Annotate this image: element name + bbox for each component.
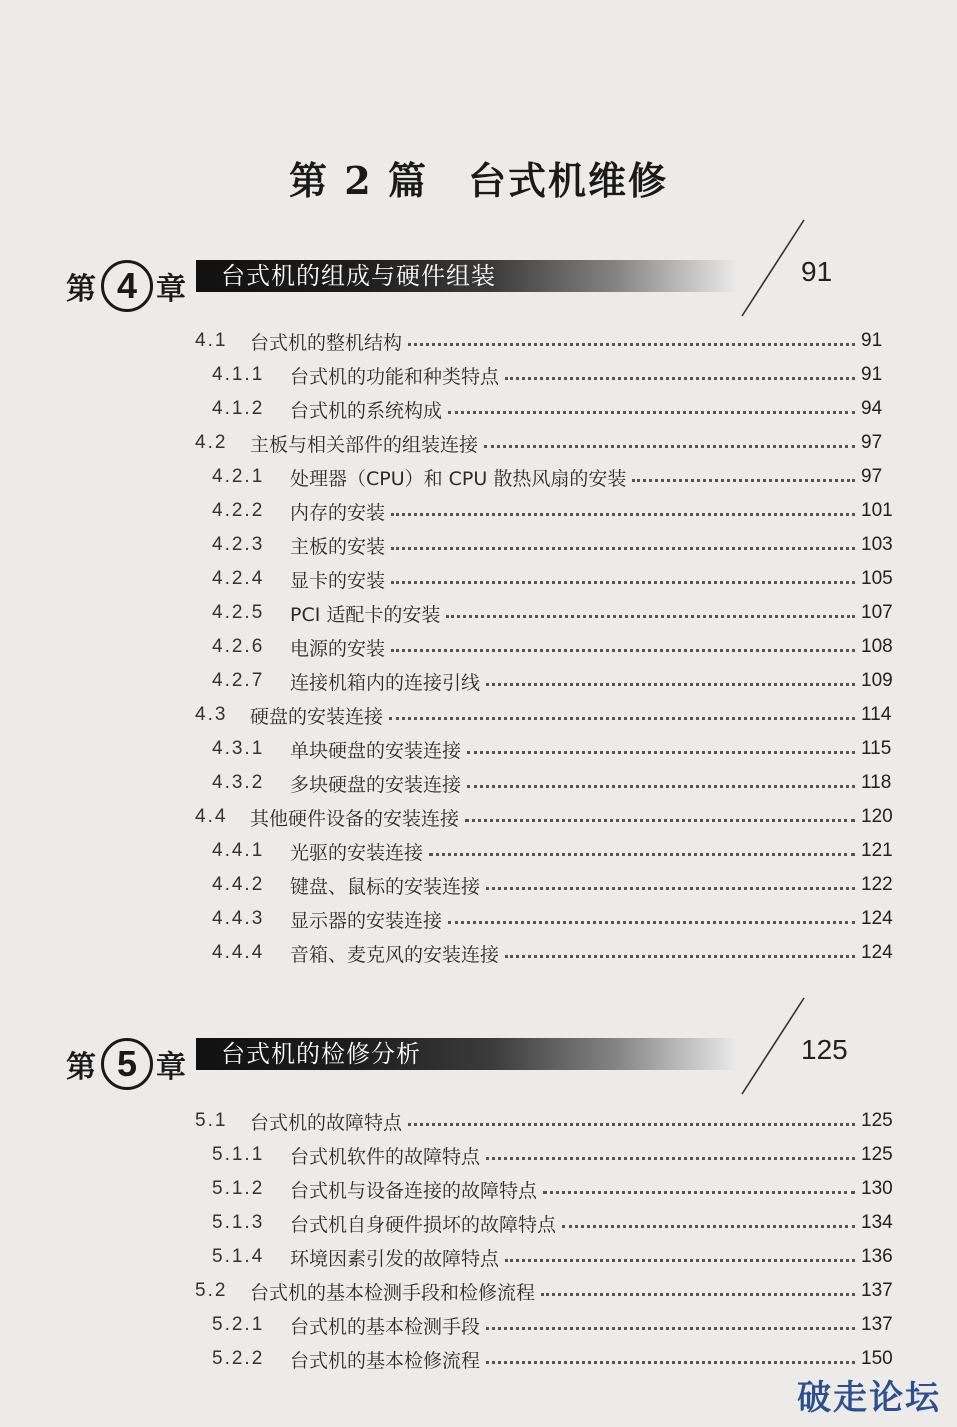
toc-leader-dots: [446, 614, 855, 618]
toc-entry-page: 101: [861, 500, 893, 521]
toc-entry-page: 137: [861, 1314, 893, 1335]
toc-leader-dots: [391, 580, 855, 584]
toc-entry-title: 台式机与设备连接的故障特点: [290, 1179, 538, 1202]
part-title: 第 2 篇 台式机维修: [289, 158, 668, 203]
toc-leader-dots: [391, 648, 855, 652]
toc-entry-title: 单块硬盘的安装连接: [290, 739, 462, 762]
toc-entry[interactable]: [0, 1172, 957, 1206]
toc-entry[interactable]: [0, 868, 957, 902]
toc-leader-dots: [391, 546, 855, 550]
toc-entry-title: 台式机软件的故障特点: [290, 1145, 481, 1168]
toc-leader-dots: [408, 1122, 855, 1126]
toc-entry[interactable]: [0, 562, 957, 596]
toc-entry-number: 4.2.5: [212, 602, 265, 623]
toc-leader-dots: [467, 750, 855, 754]
toc-entry-number: 5.1.4: [212, 1246, 265, 1267]
toc-leader-dots: [391, 512, 855, 516]
toc-entry-number: 4.3.1: [212, 738, 265, 759]
toc-entry-number: 4.2.4: [212, 568, 265, 589]
toc-leader-dots: [389, 716, 855, 720]
toc-entry-page: 118: [861, 772, 892, 793]
chapter-4-header: [66, 256, 926, 320]
toc-entry-title: 台式机的基本检测手段: [290, 1315, 481, 1338]
toc-entry[interactable]: [0, 392, 957, 426]
toc-entry-page: 125: [861, 1110, 893, 1131]
toc-entry-number: 5.2.2: [212, 1348, 265, 1369]
toc-entry-page: 107: [861, 602, 893, 623]
toc-entry-number: 5.1: [195, 1110, 228, 1131]
toc-entry[interactable]: [0, 358, 957, 392]
toc-entry-number: 5.2.1: [212, 1314, 265, 1335]
toc-entry-number: 4.2: [195, 432, 228, 453]
chapter-page: 125: [801, 1034, 848, 1065]
chapter-prefix: 第: [66, 1050, 96, 1085]
toc-entry-title: 多块硬盘的安装连接: [290, 773, 462, 796]
toc-entry-page: 130: [861, 1178, 893, 1199]
toc-entry-title: 台式机自身硬件损坏的故障特点: [290, 1213, 557, 1236]
chapter-prefix: 第: [66, 272, 96, 307]
toc-leader-dots: [505, 954, 855, 958]
toc-entry-number: 4.2.2: [212, 500, 265, 521]
toc-leader-dots: [486, 886, 855, 890]
toc-leader-dots: [486, 682, 855, 686]
chapter-suffix: 章: [156, 272, 186, 307]
toc-entry-number: 4.3.2: [212, 772, 265, 793]
toc-entry[interactable]: [0, 902, 957, 936]
toc-entry-number: 4.2.1: [212, 466, 265, 487]
toc-entry-page: 137: [861, 1280, 893, 1301]
toc-entry-title: 键盘、鼠标的安装连接: [290, 875, 481, 898]
divider-slash-icon: [738, 218, 808, 318]
toc-entry-number: 4.1.1: [212, 364, 265, 385]
toc-entry-page: 94: [861, 398, 883, 419]
toc-entry-page: 91: [861, 364, 883, 385]
toc-entry[interactable]: [0, 1206, 957, 1240]
toc-entry-number: 4.2.3: [212, 534, 265, 555]
toc-entry[interactable]: [0, 528, 957, 562]
toc-entry-page: 125: [861, 1144, 893, 1165]
toc-entry-title: 台式机的故障特点: [250, 1111, 403, 1134]
toc-entry-page: 115: [861, 738, 892, 759]
toc-entry[interactable]: [0, 936, 957, 970]
chapter-title: 台式机的检修分析: [221, 1040, 421, 1068]
toc-entry-title: 音箱、麦克风的安装连接: [290, 943, 500, 966]
toc-leader-dots: [543, 1190, 855, 1194]
toc-entry-title: 连接机箱内的连接引线: [290, 671, 481, 694]
chapter-number-badge: 5: [101, 1038, 153, 1090]
toc-entry[interactable]: [0, 1104, 957, 1138]
toc-entry-title: 显卡的安装: [290, 569, 386, 592]
toc-entry-number: 4.4.4: [212, 942, 265, 963]
toc-leader-dots: [632, 478, 855, 482]
toc-entry-number: 4.4.1: [212, 840, 265, 861]
toc-entry-number: 4.4: [195, 806, 228, 827]
toc-entry[interactable]: [0, 698, 957, 732]
toc-leader-dots: [505, 376, 855, 380]
toc-entry-title: 处理器（CPU）和 CPU 散热风扇的安装: [290, 467, 627, 490]
toc-entry-page: 97: [861, 432, 883, 453]
toc-entry-title: 环境因素引发的故障特点: [290, 1247, 500, 1270]
toc-entry-page: 134: [861, 1212, 893, 1233]
toc-entry[interactable]: [0, 732, 957, 766]
chapter-page: 91: [801, 256, 833, 287]
toc-entry[interactable]: [0, 596, 957, 630]
toc-leader-dots: [486, 1360, 855, 1364]
chapter-number-badge: 4: [101, 260, 153, 312]
toc-entry-title: 光驱的安装连接: [290, 841, 424, 864]
toc-entry[interactable]: [0, 460, 957, 494]
toc-entry-title: 台式机的系统构成: [290, 399, 443, 422]
toc-entry-title: 台式机的基本检修流程: [290, 1349, 481, 1372]
toc-leader-dots: [408, 342, 855, 346]
toc-entry-number: 5.1.1: [212, 1144, 265, 1165]
toc-entry-page: 91: [861, 330, 883, 351]
toc-entry-page: 103: [861, 534, 893, 555]
toc-entry-page: 114: [861, 704, 892, 725]
toc-leader-dots: [505, 1258, 855, 1262]
toc-entry-page: 136: [861, 1246, 893, 1267]
toc-entry-title: 硬盘的安装连接: [250, 705, 384, 728]
toc-entry-title: 主板与相关部件的组装连接: [250, 433, 479, 456]
chapter-title: 台式机的组成与硬件组装: [221, 262, 496, 290]
toc-entry[interactable]: [0, 1138, 957, 1172]
toc-entry-number: 4.2.7: [212, 670, 265, 691]
toc-entry-title: 显示器的安装连接: [290, 909, 443, 932]
toc-leader-dots: [467, 784, 855, 788]
chapter-suffix: 章: [156, 1050, 186, 1085]
divider-slash-icon: [738, 996, 808, 1096]
toc-entry[interactable]: [0, 800, 957, 834]
toc-entry-page: 121: [861, 840, 893, 861]
toc-leader-dots: [486, 1156, 855, 1160]
toc-entry[interactable]: [0, 766, 957, 800]
toc-entry-title: 内存的安装: [290, 501, 386, 524]
toc-entry[interactable]: [0, 834, 957, 868]
toc-entry[interactable]: [0, 630, 957, 664]
toc-entry-number: 4.4.3: [212, 908, 265, 929]
toc-leader-dots: [562, 1224, 855, 1228]
toc-leader-dots: [541, 1292, 855, 1296]
toc-entry-page: 109: [861, 670, 893, 691]
toc-entry-number: 4.2.6: [212, 636, 265, 657]
toc-leader-dots: [448, 920, 855, 924]
toc-entry-number: 5.2: [195, 1280, 228, 1301]
toc-entry[interactable]: [0, 494, 957, 528]
toc-entry-page: 124: [861, 942, 893, 963]
toc-entry-number: 4.1: [195, 330, 228, 351]
toc-entry-title: 台式机的基本检测手段和检修流程: [250, 1281, 536, 1304]
toc-entry-title: 其他硬件设备的安装连接: [250, 807, 460, 830]
toc-entry-number: 4.1.2: [212, 398, 265, 419]
toc-entry-number: 4.4.2: [212, 874, 265, 895]
toc-entry-title: 台式机的功能和种类特点: [290, 365, 500, 388]
chapter-5-header: [66, 1034, 926, 1098]
toc-entry-title: 主板的安装: [290, 535, 386, 558]
toc-entry-page: 122: [861, 874, 893, 895]
toc-leader-dots: [465, 818, 855, 822]
toc-entry[interactable]: [0, 1274, 957, 1308]
toc-entry[interactable]: [0, 1240, 957, 1274]
toc-entry[interactable]: [0, 426, 957, 460]
toc-leader-dots: [486, 1326, 855, 1330]
toc-entry[interactable]: [0, 1308, 957, 1342]
toc-entry[interactable]: [0, 664, 957, 698]
toc-entry-page: 120: [861, 806, 893, 827]
toc-entry-title: 台式机的整机结构: [250, 331, 403, 354]
toc-entry-title: PCI 适配卡的安装: [290, 603, 441, 626]
toc-entry-page: 108: [861, 636, 893, 657]
toc-entry-page: 124: [861, 908, 893, 929]
toc-entry-page: 150: [861, 1348, 893, 1369]
toc-leader-dots: [448, 410, 855, 414]
toc-entry-title: 电源的安装: [290, 637, 386, 660]
toc-entry[interactable]: [0, 324, 957, 358]
forum-watermark: 破走论坛: [797, 1378, 941, 1418]
toc-entry-number: 4.3: [195, 704, 228, 725]
toc-entry-page: 97: [861, 466, 883, 487]
toc-entry-page: 105: [861, 568, 893, 589]
toc-entry-number: 5.1.2: [212, 1178, 265, 1199]
toc-entry-number: 5.1.3: [212, 1212, 265, 1233]
toc-leader-dots: [484, 444, 855, 448]
toc-leader-dots: [429, 852, 855, 856]
